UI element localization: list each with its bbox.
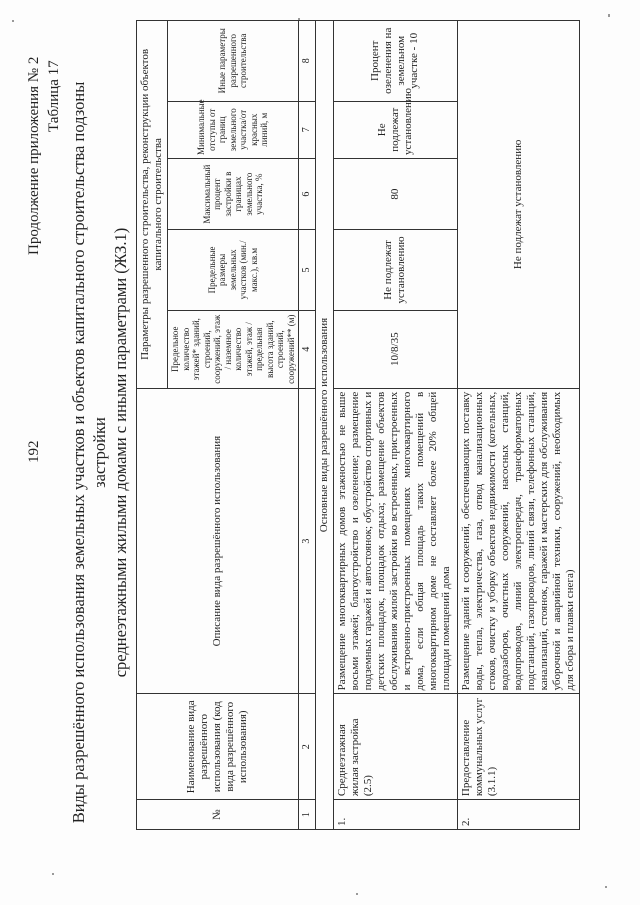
document-title xyxy=(68,50,131,855)
row-plot-size: Не подлежат установлению xyxy=(333,230,457,310)
scan-speck xyxy=(298,18,300,20)
header-number: № xyxy=(137,800,299,830)
title-line-1: Виды разрешённого использования земельных участков и объектов капитального строительства подзоны застройки xyxy=(69,81,109,824)
header-setbacks: Минимальные отступы от границ земельного участка/от красных линий, м xyxy=(168,101,299,158)
page-number: 192 xyxy=(26,440,42,463)
scan-speck xyxy=(605,886,607,888)
title-line-2: среднеэтажными жилыми домами с иными параметрами (ЖЗ.1) xyxy=(111,227,130,678)
table-row xyxy=(457,21,579,830)
column-number: 8 xyxy=(299,21,316,102)
row-number: 1. xyxy=(333,800,457,830)
row-other: Процент озеленения на земельном участке - 10 xyxy=(333,21,457,102)
column-number: 1 xyxy=(299,800,316,830)
header-name: Наименование вида разрешённого использования (код вида разрешённого использования) xyxy=(137,694,299,800)
scan-speck xyxy=(52,873,54,875)
row-coverage: 80 xyxy=(333,159,457,230)
row-floors: 10/8/35 xyxy=(333,310,457,388)
row-name: Предоставление коммунальных услуг (3.1.1) xyxy=(457,694,579,800)
column-number: 5 xyxy=(299,230,316,310)
row-name: Среднеэтажная жилая застройка (2.5) xyxy=(333,694,457,800)
scan-speck xyxy=(356,893,358,895)
row-setbacks: Не подлежат установлению xyxy=(333,101,457,158)
row-description: Размещение многоквартирных домов этажностью не выше восьми этажей; благоустройство и озеленение; размещение подземных гаражей и автостоянок; обустройство спортивных и детских площадок, площадок отдыха; размещение объектов обслуживания жилой застройки во встроенных, пристроенных и встроенно-пристроенных помещениях многоквартирного дома, если общая площадь таких помещений в многоквартирном доме не составляет более 20% общей площади помещений дома xyxy=(333,388,457,694)
land-use-table xyxy=(136,20,580,830)
column-number: 4 xyxy=(299,310,316,388)
table-row xyxy=(333,21,457,830)
header-params-group: Параметры разрешенного строительства, реконструкции объектов капитального строительства xyxy=(137,21,168,389)
column-number: 2 xyxy=(299,694,316,800)
scan-speck xyxy=(608,14,610,17)
row-number: 2. xyxy=(457,800,579,830)
appendix-continuation: Продолжение приложения № 2 xyxy=(26,56,42,255)
column-number: 7 xyxy=(299,101,316,158)
row-description: Размещение зданий и сооружений, обеспечивающих поставку воды, тепла, электричества, газа, отвод канализационных стоков, очистку и уборку объектов недвижимости (котельных, водозаборов, очистных сооружений, насосных станций, водопроводов, линий электропередач, трансформаторных подстанций, газопроводов, линий связи, телефонных станций, канализаций, стоянок, гаражей и мастерских для обслуживания уборочной и аварийной техники, сооружений, необходимых для сбора и плавки снега) xyxy=(457,388,579,694)
header-other: Иные параметры разрешенного строительства xyxy=(168,21,299,102)
column-number: 6 xyxy=(299,159,316,230)
section-main-uses: Основные виды разрешённого использования xyxy=(315,21,333,830)
scan-speck xyxy=(12,20,14,22)
column-number: 3 xyxy=(299,388,316,694)
header-coverage: Максимальный процент застройки в границах земельного участка, % xyxy=(168,159,299,230)
table-number: Таблица 17 xyxy=(46,60,62,132)
header-description: Описание вида разрешённого использования xyxy=(137,388,299,694)
row-merged-params: Не подлежат установлению xyxy=(457,21,579,389)
column-number-row xyxy=(299,21,316,830)
header-plot-size: Предельные размеры земельных участков (мин./макс.), кв.м xyxy=(168,230,299,310)
header-floors: Предельное количество этажей* зданий, строений, сооружений, этаж / наземное количество этажей, этаж / предельная высота зданий, строений, сооружений** (м) xyxy=(168,310,299,388)
